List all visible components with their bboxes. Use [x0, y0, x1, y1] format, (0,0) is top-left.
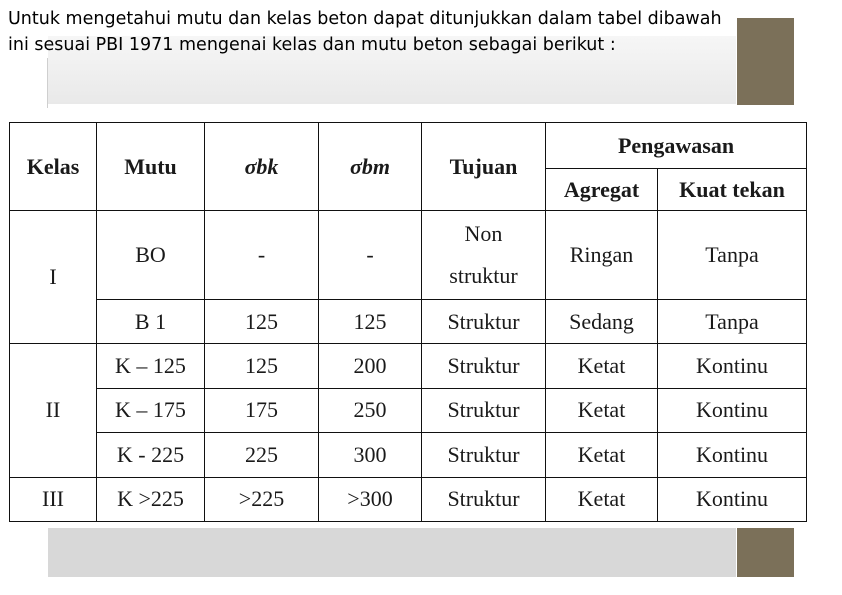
sigma-bk-cell: 175 [205, 388, 319, 432]
header-kuat-tekan: Kuat tekan [658, 169, 807, 211]
sigma-bm-cell: 300 [319, 433, 422, 477]
mutu-cell: K – 175 [97, 388, 205, 432]
sigma-bk-cell: 125 [205, 299, 319, 343]
table-row [10, 433, 807, 477]
kuat-tekan-cell: Kontinu [658, 433, 807, 477]
divider-line [47, 58, 48, 108]
kelas-cell: II [10, 344, 97, 477]
mutu-cell: K - 225 [97, 433, 205, 477]
tujuan-cell: Struktur [422, 299, 546, 343]
sigma-bm-cell: >300 [319, 477, 422, 521]
sigma-bk-cell: 125 [205, 344, 319, 388]
table-row [10, 211, 807, 300]
sigma-bk-cell: 225 [205, 433, 319, 477]
agregat-cell: Ringan [546, 211, 658, 300]
sigma-bm-cell: 200 [319, 344, 422, 388]
table-row [10, 344, 807, 388]
kuat-tekan-cell: Kontinu [658, 477, 807, 521]
tujuan-cell: Struktur [422, 433, 546, 477]
kuat-tekan-cell: Kontinu [658, 344, 807, 388]
mutu-cell: K >225 [97, 477, 205, 521]
sigma-bm-cell: - [319, 211, 422, 300]
tujuan-cell: Struktur [422, 477, 546, 521]
mutu-cell: K – 125 [97, 344, 205, 388]
mutu-cell: B 1 [97, 299, 205, 343]
agregat-cell: Ketat [546, 344, 658, 388]
kuat-tekan-cell: Tanpa [658, 211, 807, 300]
table-row [10, 477, 807, 521]
header-row [10, 123, 807, 169]
tujuan-cell [422, 211, 546, 300]
header-sigma-bm: σbm [319, 123, 422, 211]
agregat-cell: Ketat [546, 433, 658, 477]
sigma-bm-cell: 250 [319, 388, 422, 432]
header-tujuan: Tujuan [422, 123, 546, 211]
kelas-cell: III [10, 477, 97, 521]
tujuan-cell: Struktur [422, 344, 546, 388]
tujuan-line-1: Non [464, 220, 503, 246]
header-pengawasan: Pengawasan [546, 123, 807, 169]
sigma-bk-cell: - [205, 211, 319, 300]
sigma-bk-cell: >225 [205, 477, 319, 521]
accent-block-bottom [737, 528, 794, 577]
header-kelas: Kelas [10, 123, 97, 211]
table-row [10, 299, 807, 343]
concrete-grade-table [9, 122, 807, 522]
header-mutu: Mutu [97, 123, 205, 211]
sigma-bm-cell: 125 [319, 299, 422, 343]
agregat-cell: Sedang [546, 299, 658, 343]
tujuan-line-2: struktur [449, 262, 518, 288]
tujuan-cell: Struktur [422, 388, 546, 432]
accent-block-top [737, 18, 794, 105]
agregat-cell: Ketat [546, 388, 658, 432]
table-row [10, 388, 807, 432]
header-sigma-bk: σbk [205, 123, 319, 211]
agregat-cell: Ketat [546, 477, 658, 521]
kelas-cell: I [10, 211, 97, 344]
kuat-tekan-cell: Kontinu [658, 388, 807, 432]
footer-band [48, 528, 736, 577]
header-agregat: Agregat [546, 169, 658, 211]
mutu-cell: BO [97, 211, 205, 300]
kuat-tekan-cell: Tanpa [658, 299, 807, 343]
intro-paragraph: Untuk mengetahui mutu dan kelas beton dapat ditunjukkan dalam tabel dibawah ini sesuai PBI 1971 mengenai kelas dan mutu beton sebagai berikut : [8, 9, 722, 55]
